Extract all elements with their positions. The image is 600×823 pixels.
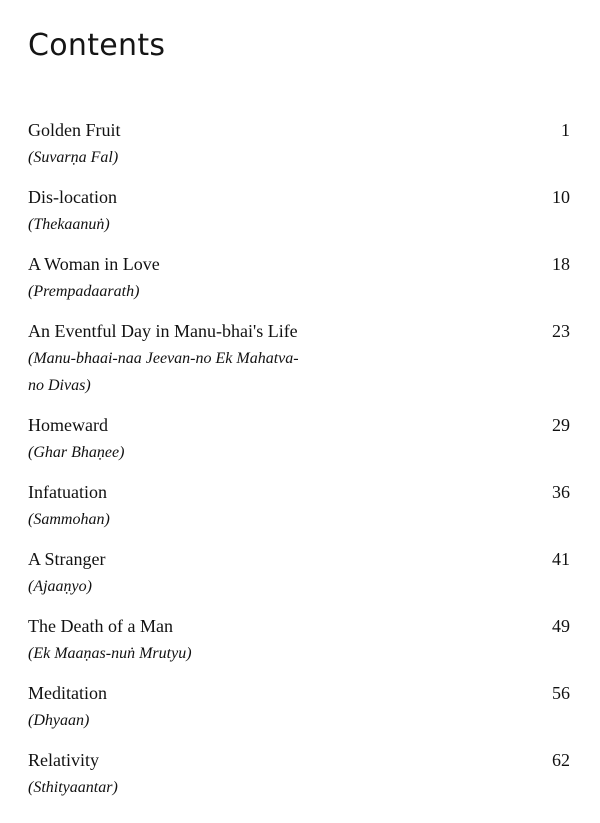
toc-entry-page: 41 [552,549,570,569]
toc-entry [28,545,570,600]
toc-entry-title: A Woman in Love [28,254,160,274]
toc-entry-page: 49 [552,616,570,636]
toc-entry-title: Relativity [28,750,99,770]
table-of-contents [28,116,570,813]
toc-entry [28,183,570,238]
toc-entry-title: Homeward [28,415,108,435]
toc-entry-page: 56 [552,683,570,703]
toc-entry-title: The Death of a Man [28,616,173,636]
toc-entry-head [28,612,570,640]
toc-entry-head [28,746,570,774]
toc-entry-subtitle: (Ajaaṇyo) [28,578,92,595]
toc-entry [28,116,570,171]
toc-entry-head [28,478,570,506]
toc-entry-subtitle: (Manu-bhaai-naa Jeevan-no Ek Mahatva-no Divas) [28,350,299,394]
toc-entry-page: 1 [561,120,570,140]
toc-entry-subtitle: (Sthityaantar) [28,779,118,796]
toc-entry [28,317,570,399]
toc-entry [28,411,570,466]
toc-entry-subtitle: (Sammohan) [28,511,110,528]
toc-entry-subtitle: (Prempadaarath) [28,283,140,300]
toc-entry [28,478,570,533]
toc-entry-head [28,250,570,278]
page-title: Contents [28,28,166,63]
toc-entry [28,679,570,734]
toc-entry-title: Dis-location [28,187,117,207]
toc-entry-head [28,183,570,211]
toc-entry [28,612,570,667]
toc-entry-subtitle: (Ghar Bhaṇee) [28,444,125,461]
toc-entry-page: 23 [552,321,570,341]
toc-entry-page: 10 [552,187,570,207]
toc-entry-page: 36 [552,482,570,502]
toc-entry-head [28,116,570,144]
toc-entry-title: Meditation [28,683,107,703]
toc-entry-subtitle: (Thekaanuṅ) [28,216,110,233]
toc-entry-page: 18 [552,254,570,274]
toc-entry-page: 62 [552,750,570,770]
toc-entry-subtitle: (Dhyaan) [28,712,90,729]
toc-entry-head [28,545,570,573]
toc-entry-head [28,679,570,707]
toc-entry-head [28,411,570,439]
toc-entry-page: 29 [552,415,570,435]
toc-entry-title: Infatuation [28,482,107,502]
toc-entry-subtitle: (Ek Maaṇas-nuṅ Mrutyu) [28,645,192,662]
toc-entry-title: Golden Fruit [28,120,121,140]
toc-entry-head [28,317,570,345]
toc-entry-subtitle: (Suvarṇa Fal) [28,149,119,166]
toc-entry [28,250,570,305]
toc-entry-title: An Eventful Day in Manu-bhai's Life [28,321,298,341]
toc-entry [28,746,570,801]
toc-entry-title: A Stranger [28,549,106,569]
